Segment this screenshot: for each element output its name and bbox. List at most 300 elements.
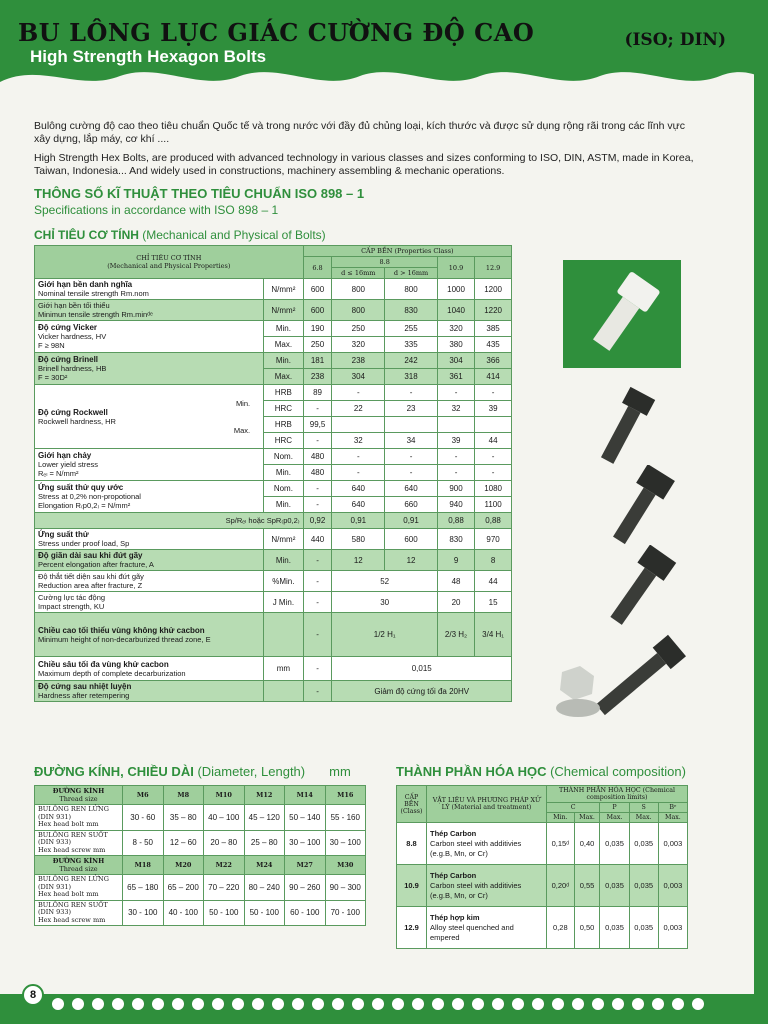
composition-header: THÀNH PHẦN HÓA HỌC (Chemical composition limits) bbox=[547, 786, 688, 803]
dot-icon bbox=[132, 998, 144, 1010]
cell: 800 bbox=[332, 279, 385, 300]
cell: 0,035 bbox=[600, 823, 629, 865]
page-title: BU LÔNG LỤC GIÁC CƯỜNG ĐỘ CAO bbox=[18, 18, 535, 47]
cell: 12 bbox=[385, 550, 438, 571]
cell: 385 bbox=[475, 321, 512, 337]
cell: 440 bbox=[303, 529, 332, 550]
element-p: P bbox=[600, 803, 629, 813]
row-label: Cường lực tác động Impact strength, KU bbox=[35, 592, 264, 613]
cell: 318 bbox=[385, 369, 438, 385]
black-bolt-icon bbox=[596, 545, 686, 630]
size-cell: M12 bbox=[244, 786, 285, 805]
intro-en: High Strength Hex Bolts, are produced with advanced technology in various classes and sizes conforming to ISO, DIN, ASTM, made in Korea, Taiwan, Indonesia... And widely used in constructions, machinery assembling & mechanic operations. bbox=[34, 152, 694, 177]
unit: Nom. bbox=[264, 481, 304, 497]
size-cell: M22 bbox=[204, 856, 245, 875]
cell: - bbox=[385, 465, 438, 481]
class-header: CẤP BỀN (Class) bbox=[397, 786, 427, 823]
table-row bbox=[35, 481, 512, 497]
row-label: Giới hạn chảy Lower yield stress Rₑₗ = N/mm² bbox=[35, 449, 264, 481]
cell: 640 bbox=[385, 481, 438, 497]
white-bolt-icon bbox=[563, 260, 681, 368]
cell: 1000 bbox=[437, 279, 474, 300]
cell: 90 – 260 bbox=[285, 875, 326, 901]
size-cell: M24 bbox=[244, 856, 285, 875]
hdr-d-small: d ≤ 16mm bbox=[332, 268, 385, 279]
cell: 50 - 100 bbox=[204, 900, 245, 926]
cell: 970 bbox=[475, 529, 512, 550]
header-wave bbox=[0, 62, 768, 102]
table-row bbox=[35, 657, 512, 681]
footer-dots bbox=[52, 997, 712, 1011]
dot-icon bbox=[632, 998, 644, 1010]
cell: 1040 bbox=[437, 300, 474, 321]
unit bbox=[264, 613, 304, 657]
bolt-type: BULÔNG REN SUỐT (DIN 933) Hex head screw mm bbox=[35, 830, 123, 856]
cell: 600 bbox=[385, 529, 438, 550]
cell: 99,5 bbox=[303, 417, 332, 433]
unit: Nom. bbox=[264, 449, 304, 465]
cell: - bbox=[303, 657, 332, 681]
cell: 3/4 H₁ bbox=[475, 613, 512, 657]
cell: 30 - 60 bbox=[123, 805, 164, 831]
standard-label: (ISO; DIN) bbox=[624, 30, 726, 50]
limit: Min. bbox=[547, 813, 575, 823]
cell: 0,035 bbox=[600, 865, 629, 907]
cell: 22 bbox=[332, 401, 385, 417]
table-row bbox=[35, 856, 366, 875]
dot-icon bbox=[112, 998, 124, 1010]
hdr-6-8: 6.8 bbox=[303, 257, 332, 279]
cell: 1220 bbox=[475, 300, 512, 321]
cell: 900 bbox=[437, 481, 474, 497]
cell: 0,50 bbox=[574, 907, 600, 949]
cell: - bbox=[303, 592, 332, 613]
table-row bbox=[397, 823, 688, 865]
cell: 65 – 180 bbox=[123, 875, 164, 901]
limit: Max. bbox=[574, 813, 600, 823]
chem-title-en: (Chemical composition) bbox=[550, 764, 686, 779]
cell: 0,035 bbox=[629, 907, 658, 949]
cell: 480 bbox=[303, 465, 332, 481]
unit: N/mm² bbox=[264, 279, 304, 300]
min-label: Min. bbox=[235, 398, 251, 408]
cell bbox=[475, 417, 512, 433]
cell: - bbox=[385, 385, 438, 401]
mechanical-table bbox=[34, 245, 512, 702]
element-s: S bbox=[629, 803, 658, 813]
spec-subtitle: Specifications in accordance with ISO 898 – 1 bbox=[34, 203, 279, 217]
cell: 48 bbox=[437, 571, 474, 592]
cell: 1100 bbox=[475, 497, 512, 513]
row-label: Độ giãn dài sau khi đứt gãy Percent elongation after fracture, A bbox=[35, 550, 264, 571]
cell: - bbox=[475, 449, 512, 465]
thread-size-header: ĐƯỜNG KÍNH Thread size bbox=[35, 786, 123, 805]
dot-icon bbox=[692, 998, 704, 1010]
chemical-title bbox=[396, 764, 686, 779]
cell: Giảm độ cứng tối đa 20HV bbox=[332, 681, 512, 702]
cell: 55 - 160 bbox=[325, 805, 366, 831]
table-row bbox=[397, 865, 688, 907]
dot-icon bbox=[312, 998, 324, 1010]
cell: 600 bbox=[303, 300, 332, 321]
table-row bbox=[35, 321, 512, 337]
dot-icon bbox=[392, 998, 404, 1010]
cell: 366 bbox=[475, 353, 512, 369]
table-row bbox=[35, 550, 512, 571]
table-row bbox=[397, 786, 688, 803]
cell: 34 bbox=[385, 433, 438, 449]
cell: 640 bbox=[332, 481, 385, 497]
cell: - bbox=[475, 385, 512, 401]
cell: 0,91 bbox=[385, 513, 438, 529]
element-c: C bbox=[547, 803, 600, 813]
size-cell: M16 bbox=[325, 786, 366, 805]
cell: 0,015 bbox=[332, 657, 512, 681]
element-b: Bᵉ bbox=[658, 803, 687, 813]
spec-title: THÔNG SỐ KĨ THUẬT THEO TIÊU CHUẨN ISO 898 – 1 bbox=[34, 186, 365, 201]
row-label: Độ thắt tiết diện sau khi đứt gãy Reduction area after fracture, Z bbox=[35, 571, 264, 592]
bolt-type: BULÔNG REN LỬNG (DIN 931) Hex head bolt mm bbox=[35, 805, 123, 831]
cell bbox=[385, 417, 438, 433]
cell: - bbox=[303, 401, 332, 417]
cell: - bbox=[332, 385, 385, 401]
class-cell: 8.8 bbox=[397, 823, 427, 865]
cell: 335 bbox=[385, 337, 438, 353]
row-label: Min. Độ cứng Rockwell Rockwell hardness, HR Max. bbox=[35, 385, 264, 449]
unit: Min. bbox=[264, 465, 304, 481]
cell: 44 bbox=[475, 433, 512, 449]
cell: 238 bbox=[332, 353, 385, 369]
cell: 2/3 H₂ bbox=[437, 613, 474, 657]
table-row bbox=[35, 613, 512, 657]
page-subtitle: High Strength Hexagon Bolts bbox=[30, 47, 267, 66]
cell: 12 bbox=[332, 550, 385, 571]
unit: N/mm² bbox=[264, 529, 304, 550]
hdr-properties bbox=[35, 246, 304, 279]
cell: - bbox=[437, 449, 474, 465]
dot-icon bbox=[432, 998, 444, 1010]
size-cell: M6 bbox=[123, 786, 164, 805]
cell: 45 – 120 bbox=[244, 805, 285, 831]
row-label: Sp/Rₑₗ hoặc SpR₍p0,2₎ bbox=[35, 513, 304, 529]
row-label: Giới hạn bền danh nghĩa Nominal tensile strength Rm.nom bbox=[35, 279, 264, 300]
size-cell: M14 bbox=[285, 786, 326, 805]
cell: 15 bbox=[475, 592, 512, 613]
cell: 90 – 300 bbox=[325, 875, 366, 901]
cell: 242 bbox=[385, 353, 438, 369]
cell: 20 bbox=[437, 592, 474, 613]
table-row bbox=[397, 907, 688, 949]
dot-icon bbox=[292, 998, 304, 1010]
cell: 640 bbox=[332, 497, 385, 513]
class-cell: 10.9 bbox=[397, 865, 427, 907]
unit: Min. bbox=[264, 550, 304, 571]
row-label: Độ cứng Brinell Brinell hardness, HB F = 30D² bbox=[35, 353, 264, 385]
diameter-table bbox=[34, 785, 366, 926]
unit: Min. bbox=[264, 497, 304, 513]
dot-icon bbox=[192, 998, 204, 1010]
cell: - bbox=[475, 465, 512, 481]
dot-icon bbox=[272, 998, 284, 1010]
cell: 50 – 140 bbox=[285, 805, 326, 831]
chemical-table bbox=[396, 785, 688, 949]
table-row bbox=[35, 900, 366, 926]
side-strip bbox=[754, 0, 768, 1024]
cell: 181 bbox=[303, 353, 332, 369]
cell: 1/2 H₁ bbox=[332, 613, 437, 657]
table-row bbox=[35, 786, 366, 805]
cell: 52 bbox=[332, 571, 437, 592]
table-row bbox=[35, 529, 512, 550]
cell: 0,035 bbox=[629, 823, 658, 865]
hdr-d-large: d > 16mm bbox=[385, 268, 438, 279]
cell bbox=[437, 417, 474, 433]
cell: - bbox=[332, 465, 385, 481]
dot-icon bbox=[212, 998, 224, 1010]
bolt-type: BULÔNG REN LỬNG (DIN 931) Hex head bolt mm bbox=[35, 875, 123, 901]
dia-title-en: (Diameter, Length) bbox=[197, 764, 306, 779]
table-row bbox=[35, 449, 512, 465]
dot-icon bbox=[512, 998, 524, 1010]
thread-size-header: ĐƯỜNG KÍNH Thread size bbox=[35, 856, 123, 875]
dot-icon bbox=[232, 998, 244, 1010]
cell: 35 – 80 bbox=[163, 805, 204, 831]
table-row bbox=[35, 681, 512, 702]
scale: HRB bbox=[264, 417, 304, 433]
black-bolt-icon bbox=[585, 385, 665, 470]
diameter-title bbox=[34, 764, 351, 779]
cell: 40 - 100 bbox=[163, 900, 204, 926]
row-label: Chiều cao tối thiểu vùng không khử cacbon Minimum height of non-decarburized thread zone, E bbox=[35, 613, 264, 657]
cell: 940 bbox=[437, 497, 474, 513]
material-header: VẬT LIỆU VÀ PHƯƠNG PHÁP XỬ LÝ (Material and treatment) bbox=[427, 786, 547, 823]
dot-icon bbox=[592, 998, 604, 1010]
cell: 238 bbox=[303, 369, 332, 385]
dot-icon bbox=[652, 998, 664, 1010]
cell: 30 – 100 bbox=[285, 830, 326, 856]
cell: 0,55 bbox=[574, 865, 600, 907]
table-row bbox=[35, 513, 512, 529]
intro-vn: Bulông cường độ cao theo tiêu chuẩn Quốc tế và trong nước với đầy đủ chủng loại, kích thước và được sử dụng rộng rãi trong các lĩnh vực xây dựng, lắp máy, cơ khí .... bbox=[34, 120, 685, 145]
cell: 39 bbox=[475, 401, 512, 417]
mech-title-vn: CHỈ TIÊU CƠ TÍNH bbox=[34, 228, 139, 242]
size-cell: M27 bbox=[285, 856, 326, 875]
row-label: Độ cứng Vicker Vicker hardness, HV F ≥ 98N bbox=[35, 321, 264, 353]
cell: 23 bbox=[385, 401, 438, 417]
cell: 8 bbox=[475, 550, 512, 571]
cell: 70 – 220 bbox=[204, 875, 245, 901]
bolt-nut-washer-icon bbox=[552, 632, 687, 732]
dot-icon bbox=[72, 998, 84, 1010]
unit: %Min. bbox=[264, 571, 304, 592]
cell: - bbox=[303, 550, 332, 571]
cell: 255 bbox=[385, 321, 438, 337]
cell: 30 - 100 bbox=[123, 900, 164, 926]
cell: 0,92 bbox=[303, 513, 332, 529]
cell: 12 – 60 bbox=[163, 830, 204, 856]
table-row bbox=[35, 592, 512, 613]
scale: HRB bbox=[264, 385, 304, 401]
cell: 250 bbox=[303, 337, 332, 353]
cell: - bbox=[437, 465, 474, 481]
dot-icon bbox=[152, 998, 164, 1010]
table-row bbox=[35, 385, 512, 401]
cell: 80 – 240 bbox=[244, 875, 285, 901]
cell: - bbox=[303, 497, 332, 513]
cell: 830 bbox=[385, 300, 438, 321]
cell: 1200 bbox=[475, 279, 512, 300]
page-number: 8 bbox=[22, 984, 44, 1006]
cell: 50 - 100 bbox=[244, 900, 285, 926]
limit: Max. bbox=[658, 813, 687, 823]
dot-icon bbox=[472, 998, 484, 1010]
cell: 65 – 200 bbox=[163, 875, 204, 901]
cell: 8 - 50 bbox=[123, 830, 164, 856]
cell: 89 bbox=[303, 385, 332, 401]
table-row bbox=[35, 571, 512, 592]
cell: 0,88 bbox=[437, 513, 474, 529]
cell: 480 bbox=[303, 449, 332, 465]
cell: 800 bbox=[385, 279, 438, 300]
cell: 44 bbox=[475, 571, 512, 592]
unit bbox=[264, 681, 304, 702]
cell: 190 bbox=[303, 321, 332, 337]
size-cell: M10 bbox=[204, 786, 245, 805]
dia-unit: mm bbox=[329, 764, 351, 779]
table-row bbox=[35, 279, 512, 300]
table-row bbox=[35, 830, 366, 856]
cell: 600 bbox=[303, 279, 332, 300]
cell: 39 bbox=[437, 433, 474, 449]
dot-icon bbox=[612, 998, 624, 1010]
black-bolt-icon bbox=[596, 465, 686, 550]
row-label: Ứng suất thử Stress under proof load, Sp bbox=[35, 529, 264, 550]
max-label: Max. bbox=[233, 425, 251, 435]
intro-text bbox=[34, 120, 696, 184]
cell: 0,003 bbox=[658, 907, 687, 949]
dot-icon bbox=[572, 998, 584, 1010]
cell: 830 bbox=[437, 529, 474, 550]
size-cell: M18 bbox=[123, 856, 164, 875]
size-cell: M8 bbox=[163, 786, 204, 805]
table-row bbox=[35, 805, 366, 831]
dot-icon bbox=[412, 998, 424, 1010]
cell: 40 – 100 bbox=[204, 805, 245, 831]
cell: - bbox=[303, 481, 332, 497]
size-cell: M30 bbox=[325, 856, 366, 875]
row-label: Ứng suất thử quy ước Stress at 0,2% non-propotional Elongation R₍p0,2₎ = N/mm² bbox=[35, 481, 264, 513]
dot-icon bbox=[452, 998, 464, 1010]
cell: 0,15ᵈ bbox=[547, 823, 575, 865]
hdr-vn: CHỈ TIÊU CƠ TÍNH bbox=[136, 254, 202, 262]
dia-title-vn: ĐƯỜNG KÍNH, CHIỀU DÀI bbox=[34, 764, 194, 779]
row-label: Chiều sâu tối đa vùng khử cacbon Maximum depth of complete decarburization bbox=[35, 657, 264, 681]
dot-icon bbox=[52, 998, 64, 1010]
hdr-class: CẤP BỀN (Properties Class) bbox=[303, 246, 511, 257]
dot-icon bbox=[492, 998, 504, 1010]
cell: 32 bbox=[332, 433, 385, 449]
hdr-12-9: 12.9 bbox=[475, 257, 512, 279]
cell: 60 - 100 bbox=[285, 900, 326, 926]
cell: 435 bbox=[475, 337, 512, 353]
cell: - bbox=[303, 681, 332, 702]
material-cell: Thép hợp kim Alloy steel quenched and empered bbox=[427, 907, 547, 949]
hdr-en: (Mechanical and Physical Properties) bbox=[107, 262, 231, 270]
unit: Max. bbox=[264, 369, 304, 385]
cell: 580 bbox=[332, 529, 385, 550]
cell: - bbox=[437, 385, 474, 401]
unit: Min. bbox=[264, 321, 304, 337]
cell: 0,035 bbox=[600, 907, 629, 949]
cell: 0,035 bbox=[629, 865, 658, 907]
cell: 361 bbox=[437, 369, 474, 385]
size-cell: M20 bbox=[163, 856, 204, 875]
cell: 0,003 bbox=[658, 865, 687, 907]
cell: 0,20ᵈ bbox=[547, 865, 575, 907]
white-bolt-photo bbox=[563, 260, 681, 368]
table-row bbox=[35, 353, 512, 369]
dot-icon bbox=[352, 998, 364, 1010]
cell: - bbox=[303, 613, 332, 657]
table-row bbox=[35, 300, 512, 321]
dot-icon bbox=[92, 998, 104, 1010]
dot-icon bbox=[532, 998, 544, 1010]
row-label: Độ cứng sau nhiệt luyện Hardness after retempering bbox=[35, 681, 264, 702]
cell: 250 bbox=[332, 321, 385, 337]
hdr-10-9: 10.9 bbox=[437, 257, 474, 279]
cell: - bbox=[332, 449, 385, 465]
class-cell: 12.9 bbox=[397, 907, 427, 949]
cell: 380 bbox=[437, 337, 474, 353]
cell: 0,28 bbox=[547, 907, 575, 949]
limit: Max. bbox=[600, 813, 629, 823]
cell: 1080 bbox=[475, 481, 512, 497]
unit: mm bbox=[264, 657, 304, 681]
hdr-8-8: 8.8 bbox=[332, 257, 437, 268]
dot-icon bbox=[552, 998, 564, 1010]
cell: 414 bbox=[475, 369, 512, 385]
unit: J Min. bbox=[264, 592, 304, 613]
cell: 320 bbox=[437, 321, 474, 337]
limit: Max. bbox=[629, 813, 658, 823]
cell: 30 bbox=[332, 592, 437, 613]
cell: 70 - 100 bbox=[325, 900, 366, 926]
cell: 304 bbox=[437, 353, 474, 369]
dot-icon bbox=[252, 998, 264, 1010]
dot-icon bbox=[672, 998, 684, 1010]
cell: - bbox=[385, 449, 438, 465]
cell: 304 bbox=[332, 369, 385, 385]
cell: 30 – 100 bbox=[325, 830, 366, 856]
chem-title-vn: THÀNH PHẦN HÓA HỌC bbox=[396, 764, 547, 779]
table-row bbox=[35, 875, 366, 901]
cell: 20 – 80 bbox=[204, 830, 245, 856]
dot-icon bbox=[172, 998, 184, 1010]
cell: 320 bbox=[332, 337, 385, 353]
cell: 0,91 bbox=[332, 513, 385, 529]
mech-title-en: (Mechanical and Physical of Bolts) bbox=[142, 228, 326, 242]
unit: Min. bbox=[264, 353, 304, 369]
mech-title bbox=[34, 228, 326, 242]
unit: N/mm² bbox=[264, 300, 304, 321]
cell: - bbox=[303, 571, 332, 592]
material-cell: Thép Carbon Carbon steel with additivies (e.g.B, Mn, or Cr) bbox=[427, 865, 547, 907]
cell: - bbox=[303, 433, 332, 449]
dot-icon bbox=[372, 998, 384, 1010]
cell: 800 bbox=[332, 300, 385, 321]
bolt-type: BULÔNG REN SUỐT (DIN 933) Hex head screw mm bbox=[35, 900, 123, 926]
unit: Max. bbox=[264, 337, 304, 353]
